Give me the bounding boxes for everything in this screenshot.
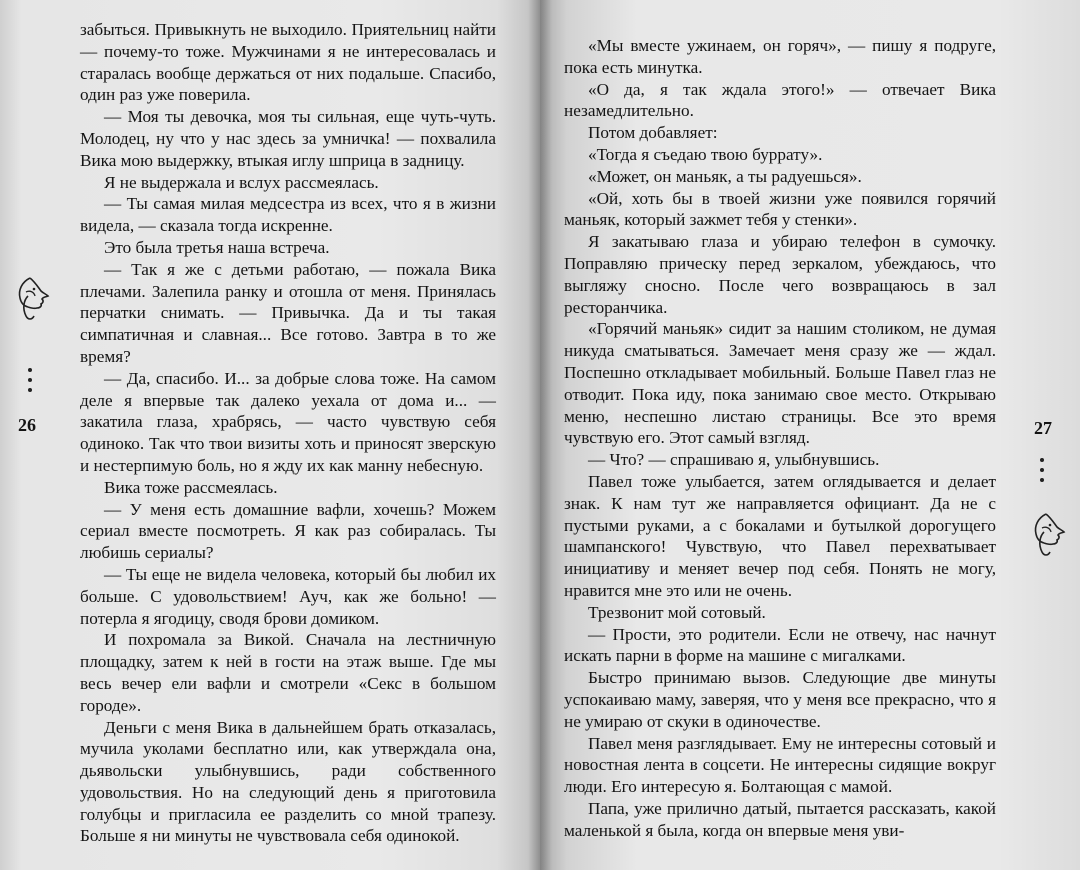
- paragraph: «Тогда я съедаю твою буррату».: [588, 144, 823, 164]
- page-number-right: 27: [1034, 418, 1052, 438]
- paragraph: — Да, спасибо. И... за добрые слова тоже. На самом деле я впервые так далеко уехала от дома и... — закатила глаза, храбрясь, — часто чувствую себя одиноко. Так что твои визиты хоть и приносят зверскую и нестерпимую боль, но я жду их как манну небесную.: [80, 368, 496, 475]
- book-gutter: [528, 0, 552, 870]
- face-profile-icon: [8, 272, 54, 331]
- paragraph: — Моя ты девочка, моя ты сильная, еще чуть-чуть. Молодец, ну что у нас здесь за умничка! — похвалила Вика мою выдержку, втыкая иглу шприца в задницу.: [80, 107, 496, 170]
- paragraph: — Ты самая милая медсестра из всех, что я в жизни видела, — сказала тогда искренне.: [80, 194, 496, 236]
- left-page-text: [80, 19, 496, 847]
- paragraph: «Ой, хоть бы в твоей жизни уже появился горячий маньяк, который зажмет тебя у стенки».: [564, 188, 996, 230]
- paragraph: Я не выдержала и вслух рассмеялась.: [104, 172, 379, 192]
- paragraph: Деньги с меня Вика в дальнейшем брать отказалась, мучила уколами бесплатно или, как утверждала она, дьявольски улыбнувшись, ради собственного удовольствия. Но на следующий день я приготовила голубцы и пригласила ее разделить со мной трапезу. Больше я ни минуты не чувствовала себя одинокой.: [80, 717, 496, 846]
- paragraph: И похромала за Викой. Сначала на лестничную площадку, затем к ней в гости на этаж выше. Где мы весь вечер ели вафли и смотрели «Секс в большом городе».: [80, 630, 496, 715]
- right-page: [540, 0, 1080, 870]
- ornament-dots: [28, 368, 34, 398]
- right-page-text: [564, 35, 996, 841]
- paragraph: «Может, он маньяк, а ты радуешься».: [588, 166, 862, 186]
- paragraph: Я закатываю глаза и убираю телефон в сумочку. Поправляю прическу перед зеркалом, убеждаюсь, что выгляжу сносно. После чего возвращаюсь в зал ресторанчика.: [564, 232, 996, 317]
- paragraph: — Прости, это родители. Если не отвечу, нас начнут искать парни в форме на машине с мигалками.: [564, 624, 996, 666]
- paragraph: Павел меня разглядывает. Ему не интересны сотовый и новостная лента в соцсети. Не интересны сидящие вокруг люди. Его интересую я. Болтающая с мамой.: [564, 733, 996, 797]
- paragraph: «Горячий маньяк» сидит за нашим столиком, не думая никуда сматываться. Замечает меня сразу же — ждал. Поспешно откладывает мобильный. Больше Павел глаз не отводит. Пока иду, пока занимаю свое место. Открываю меню, неспешно листаю страницы. Все это время чувствую его. Этот самый взгляд.: [564, 319, 996, 448]
- paragraph: Папа, уже прилично датый, пытается рассказать, какой маленькой я была, когда он впервые меня уви-: [564, 798, 996, 840]
- paragraph: — Так я же с детьми работаю, — пожала Вика плечами. Залепила ранку и отошла от меня. Принялась перчатки снимать. — Привычка. Да и ты такая симпатичная и славная... Все готово. Завтра в то же время?: [80, 259, 496, 366]
- page-number-left: 26: [18, 415, 36, 435]
- paragraph: — Что? — спрашиваю я, улыбнувшись.: [588, 450, 880, 470]
- paragraph: — Ты еще не видела человека, который бы любил их больше. С удовольствием! Ауч, как же больно! — потерла я ягодицу, сводя брови домиком.: [80, 564, 496, 628]
- paragraph: Быстро принимаю вызов. Следующие две минуты успокаиваю маму, заверяя, что у меня все прекрасно, что я не умираю от скуки в одиночестве.: [564, 668, 996, 731]
- paragraph: Потом добавляет:: [588, 123, 718, 143]
- paragraph: Это была третья наша встреча.: [104, 237, 330, 257]
- paragraph: Вика тоже рассмеялась.: [104, 477, 278, 497]
- face-profile-icon: [1024, 508, 1070, 567]
- paragraph: — У меня есть домашние вафли, хочешь? Можем сериал вместе посмотреть. Я как раз собиралась. Ты любишь сериалы?: [80, 499, 496, 563]
- paragraph: Трезвонит мой сотовый.: [588, 602, 766, 622]
- ornament-dots: [1040, 458, 1046, 488]
- paragraph: Павел тоже улыбается, затем оглядывается и делает знак. К нам тут же направляется официант. Да не с пустыми руками, а с бокалами и бутылкой дорогущего шампанского! Чувствую, что Павел перехватывает инициативу и меняет вечер под себя. Понять не могу, нравится мне это или не очень.: [564, 471, 996, 600]
- paragraph: «Мы вместе ужинаем, он горяч», — пишу я подруге, пока есть минутка.: [564, 36, 996, 77]
- paragraph: забыться. Привыкнуть не выходило. Приятельниц найти — почему-то тоже. Мужчинами я не интересовалась и старалась вообще держаться от них подальше. Спасибо, один раз уже поверила.: [80, 20, 496, 105]
- paragraph: «О да, я так ждала этого!» — отвечает Вика незамедлительно.: [564, 79, 996, 121]
